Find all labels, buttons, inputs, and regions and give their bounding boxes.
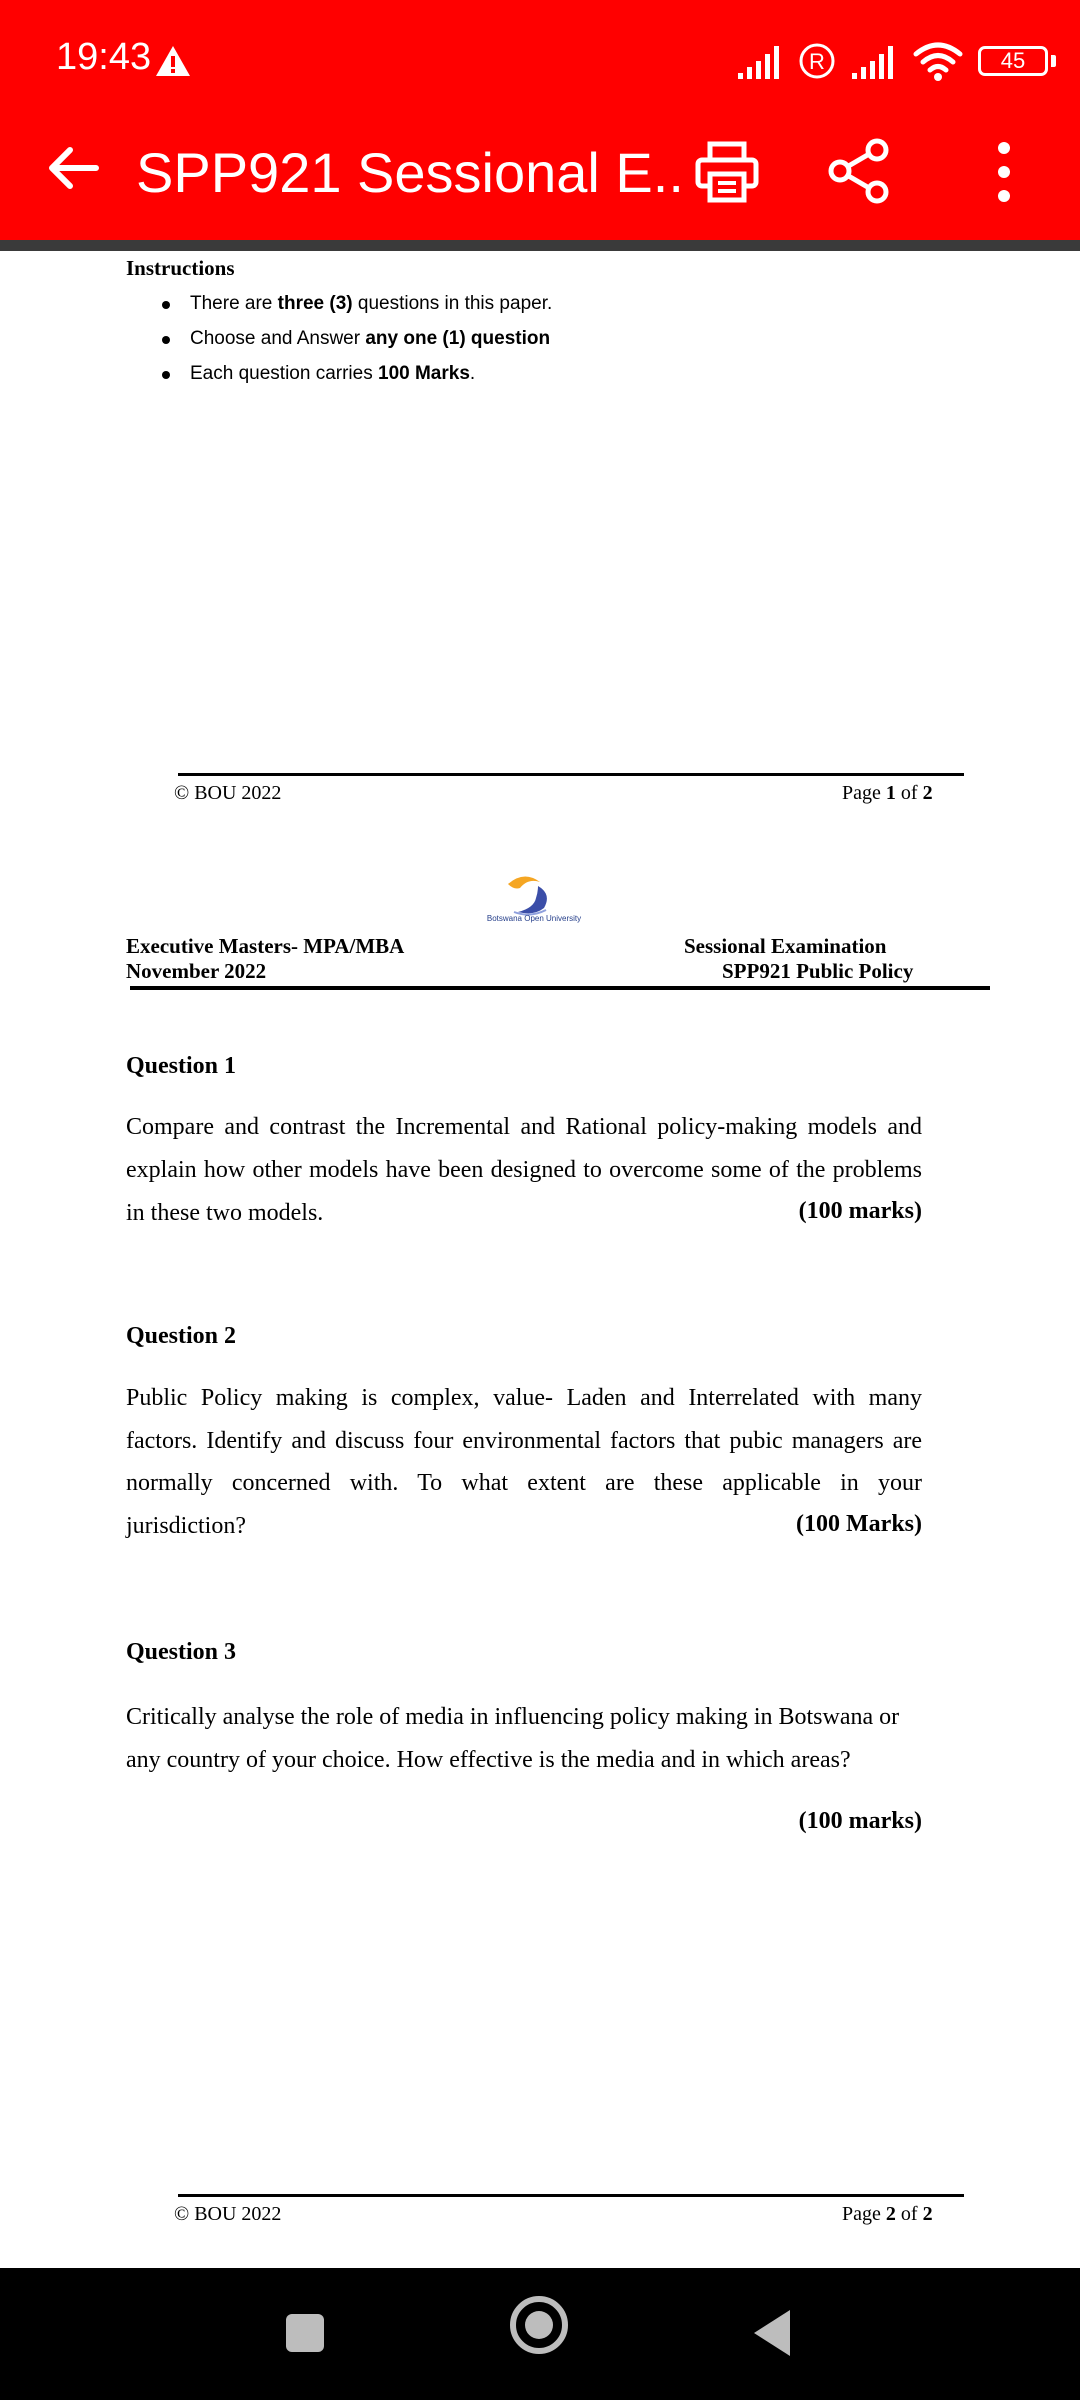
home-button[interactable] <box>508 2294 570 2356</box>
app-header <box>0 0 1080 240</box>
battery-nub <box>1051 55 1056 67</box>
question-3-line: Critically analyse the role of media in influencing policy making in Botswana or <box>126 1704 900 1730</box>
question-1-line: Compare and contrast the Incremental and Rational policy-making models and <box>126 1114 922 1140</box>
question-3-marks: (100 marks) <box>798 1808 922 1834</box>
list-item: There are three (3) questions in this paper. <box>190 290 552 325</box>
question-2-line: jurisdiction? <box>126 1513 246 1539</box>
warning-icon <box>154 44 192 78</box>
exam-program: Executive Masters- MPA/MBA November 2022 <box>126 934 405 983</box>
question-1-marks: (100 marks) <box>798 1198 922 1224</box>
system-nav-bar <box>0 2268 1080 2400</box>
recents-button[interactable] <box>286 2314 324 2352</box>
footer-copyright: © BOU 2022 <box>174 782 282 804</box>
footer-copyright: © BOU 2022 <box>174 2203 282 2225</box>
footer-rule <box>178 773 964 776</box>
print-icon[interactable] <box>692 136 762 206</box>
question-2-title: Question 2 <box>126 1323 237 1349</box>
question-2-line: normally concerned with. To what extent are these applicable in your <box>126 1470 922 1496</box>
footer-page-number: Page 2 of 2 <box>842 2203 933 2225</box>
registered-icon <box>798 42 836 80</box>
instructions-list <box>190 290 552 395</box>
signal-icon <box>850 41 898 81</box>
svg-text:R: R <box>809 49 825 74</box>
document-title: SPP921 Sessional E.. <box>136 141 684 204</box>
question-2-line: Public Policy making is complex, value- Laden and Interrelated with many <box>126 1385 922 1411</box>
question-1-line: explain how other models have been designed to overcome some of the problems <box>126 1157 922 1183</box>
footer-rule <box>178 2194 964 2197</box>
question-2-marks: (100 Marks) <box>796 1511 922 1537</box>
logo-caption: Botswana Open University <box>486 914 582 923</box>
question-1-line: in these two models. <box>126 1200 324 1226</box>
header-divider <box>0 240 1080 251</box>
list-item: Each question carries 100 Marks. <box>190 360 552 395</box>
exam-type: Sessional Examination <box>684 934 887 958</box>
status-time: 19:43 <box>56 36 152 78</box>
more-vert-icon[interactable] <box>980 136 1028 208</box>
header-rule <box>130 986 990 990</box>
question-2-line: factors. Identify and discuss four environmental factors that pubic managers are <box>126 1428 922 1454</box>
back-button[interactable] <box>752 2308 792 2358</box>
university-logo-icon <box>494 872 574 934</box>
battery-icon <box>978 46 1048 76</box>
back-arrow-icon[interactable] <box>44 138 104 198</box>
footer-page-number: Page 1 of 2 <box>842 782 933 804</box>
list-item: Choose and Answer any one (1) question <box>190 325 552 360</box>
instructions-heading: Instructions <box>126 256 235 280</box>
question-1-title: Question 1 <box>126 1053 237 1079</box>
signal-icon <box>736 41 784 81</box>
share-icon[interactable] <box>824 136 894 206</box>
wifi-icon <box>912 40 964 82</box>
battery-level: 45 <box>1000 48 1026 73</box>
course-name: SPP921 Public Policy <box>722 959 914 983</box>
status-icons <box>736 38 1056 84</box>
question-3-line: any country of your choice. How effective is the media and in which areas? <box>126 1747 851 1773</box>
question-3-title: Question 3 <box>126 1639 237 1665</box>
